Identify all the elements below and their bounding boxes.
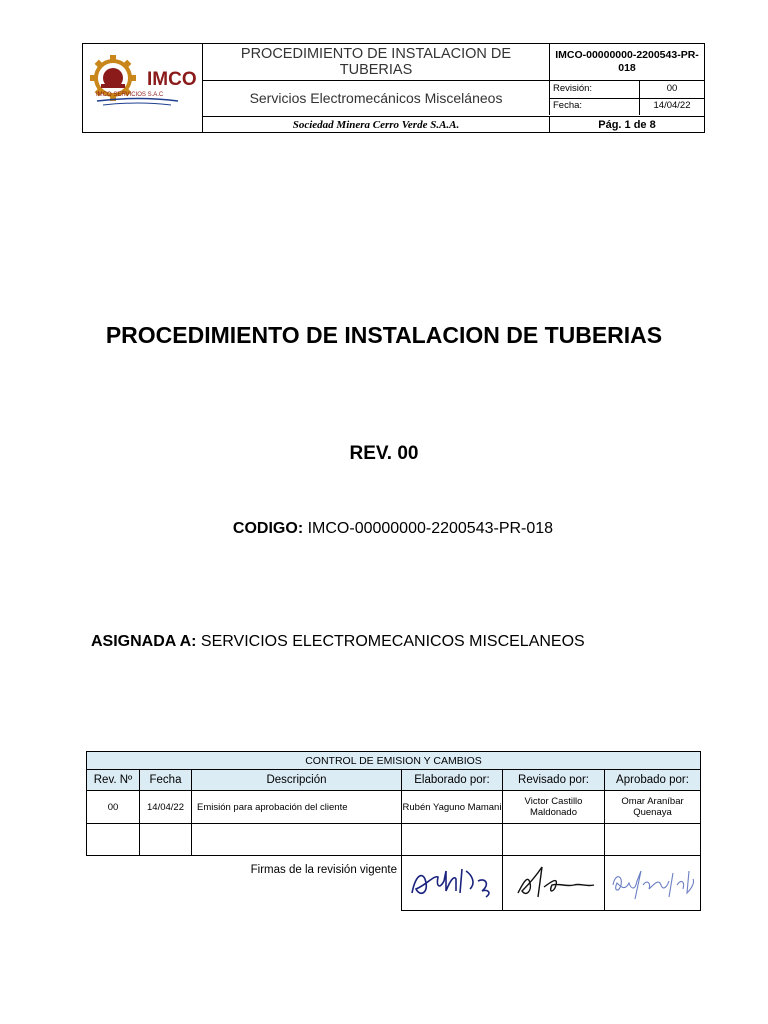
revision-label: Revisión: xyxy=(553,83,593,94)
date-label: Fecha: xyxy=(553,100,583,111)
header-company: Sociedad Minera Cerro Verde S.A.A. xyxy=(203,116,550,133)
signatures-row xyxy=(87,856,701,911)
header-subtitle: Servicios Electromecánicos Misceláneos xyxy=(203,81,550,115)
col-header-date: Fecha xyxy=(140,770,192,791)
document-title: PROCEDIMIENTO DE INSTALACION DE TUBERIAS xyxy=(105,322,663,348)
cell-rev: 00 xyxy=(87,791,140,824)
col-header-reviewed-by: Revisado por: xyxy=(503,770,605,791)
page-number: Pág. 1 de 8 xyxy=(550,116,704,133)
cell-approved-by: Omar Araníbar Quenaya xyxy=(605,791,701,824)
cell-reviewed-by: Victor Castillo Maldonado xyxy=(503,791,605,824)
code-label: CODIGO: xyxy=(232,520,304,537)
signature-icon xyxy=(406,863,498,903)
control-table xyxy=(86,751,701,911)
cell-description: Emisión para aprobación del cliente xyxy=(192,791,402,824)
col-header-approved-by: Aprobado por: xyxy=(605,770,701,791)
assigned-label: ASIGNADA A: xyxy=(91,633,197,650)
col-header-description: Descripción xyxy=(192,770,402,791)
control-table-title: CONTROL DE EMISION Y CAMBIOS xyxy=(87,752,701,770)
signatures-label: Firmas de la revisión vigente xyxy=(87,856,402,911)
signature-icon xyxy=(607,863,699,903)
signature-prepared-by xyxy=(402,856,503,911)
table-row-empty xyxy=(87,824,701,856)
cell-prepared-by: Rubén Yaguno Mamani xyxy=(402,791,503,824)
cell-date: 14/04/22 xyxy=(140,791,192,824)
revision-value: 00 xyxy=(666,83,678,94)
header-date-row xyxy=(550,98,704,115)
svg-text:IMCO: IMCO xyxy=(147,69,197,90)
assigned-value: SERVICIOS ELECTROMECANICOS MISCELANEOS xyxy=(196,633,585,650)
header-title: PROCEDIMIENTO DE INSTALACION DE TUBERIAS xyxy=(203,44,550,81)
assigned-to-line xyxy=(91,633,585,651)
date-value: 14/04/22 xyxy=(653,100,691,111)
col-header-prepared-by: Elaborado por: xyxy=(402,770,503,791)
document-header xyxy=(82,43,705,133)
gear-logo-icon xyxy=(83,44,202,132)
header-revision-row xyxy=(550,81,704,99)
code-value: IMCO-00000000-2200543-PR-018 xyxy=(303,520,554,537)
document-revision: REV. 00 xyxy=(349,443,419,464)
col-header-rev: Rev. Nº xyxy=(87,770,140,791)
svg-text:IMCO SERVICIOS S.A.C: IMCO SERVICIOS S.A.C xyxy=(96,92,164,98)
table-row xyxy=(87,791,701,824)
header-document-code: IMCO-00000000-2200543-PR-018 xyxy=(550,44,704,81)
company-logo xyxy=(83,44,203,132)
signature-icon xyxy=(508,863,600,903)
signature-approved-by xyxy=(605,856,701,911)
document-code-line xyxy=(0,520,768,538)
signature-reviewed-by xyxy=(503,856,605,911)
